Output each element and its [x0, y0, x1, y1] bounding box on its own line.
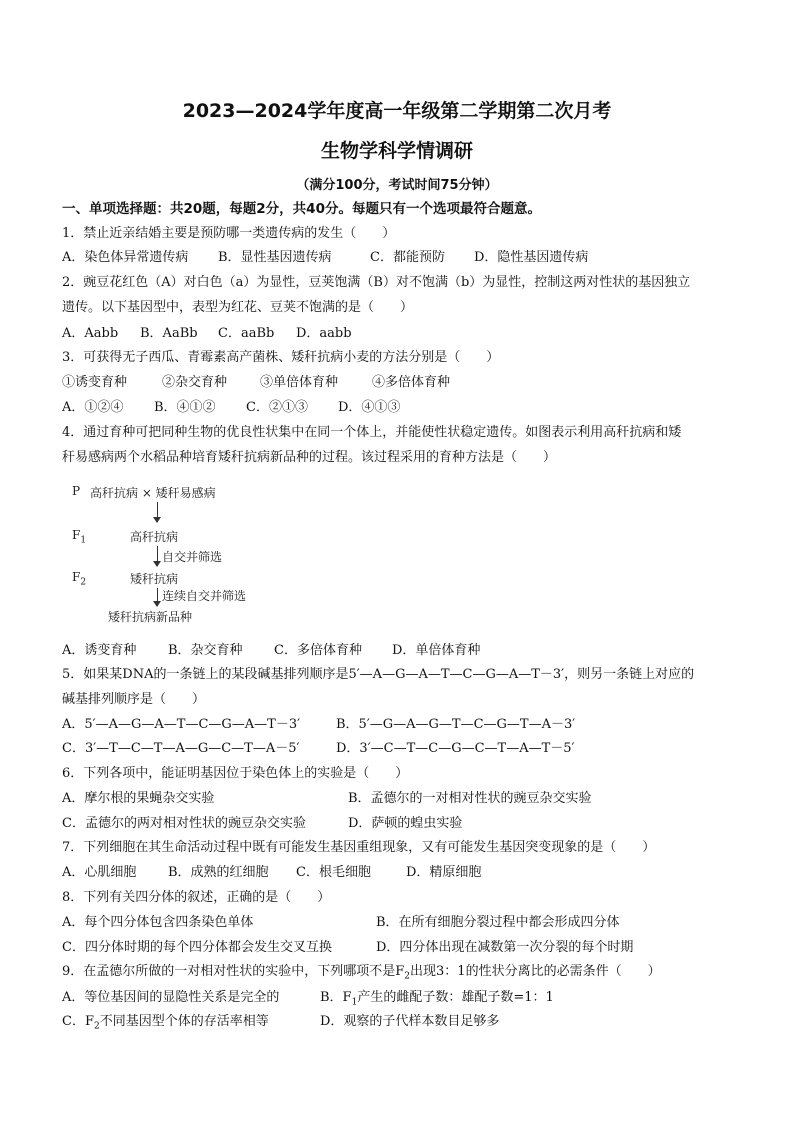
q5-option-b: B．5′—G—A—G—T—C—G—T—A－3′	[336, 717, 576, 732]
q7-option-c: C．根毛细胞	[296, 865, 371, 880]
arrow-down-icon	[157, 502, 158, 522]
q4-option-b: B．杂交育种	[168, 643, 243, 658]
q9-b-subscript: 1	[351, 997, 358, 1008]
q8-option-c: C．四分体时期的每个四分体都会发生交叉互换	[62, 940, 332, 955]
q9-c-subscript: 2	[93, 1021, 100, 1032]
q7-option-a: A．心肌细胞	[62, 865, 137, 880]
q5-stem-line2: 碱基排列顺序是（ ）	[62, 692, 206, 707]
f2-letter: F	[72, 570, 81, 584]
q9-stem-pre: 9．在孟德尔所做的一对相对性状的实验中，下列哪项不是F	[62, 964, 405, 979]
arrow-down-icon	[157, 546, 158, 566]
exam-subtitle: 生物学科学情调研	[320, 140, 473, 162]
arrow-down-icon	[157, 588, 158, 606]
q1-option-a: A．染色体异常遗传病	[62, 250, 189, 265]
q9-stem-subscript: 2	[404, 971, 411, 982]
q9-b-post: 产生的雌配子数：雄配子数=1：1	[357, 990, 554, 1005]
f2-label	[72, 570, 86, 587]
q9-option-b	[320, 990, 554, 1011]
p-label: P	[72, 484, 81, 498]
q1-option-d: D．隐性基因遗传病	[474, 250, 589, 265]
q9-option-d: D．观察的子代样本数目足够多	[320, 1014, 500, 1029]
q1-stem: 1．禁止近亲结婚主要是预防哪一类遗传病的发生（ ）	[62, 226, 396, 241]
f1-subscript: 1	[80, 535, 87, 546]
q6-option-a: A．摩尔根的果蝇杂交实验	[62, 791, 215, 806]
p-cross: 高秆抗病 × 矮秆易感病	[90, 486, 216, 500]
q3-option-b: B．④①②	[154, 400, 216, 415]
step1-text: 自交并筛选	[162, 550, 223, 564]
exam-note: （满分100分，考试时间75分钟）	[296, 178, 498, 193]
exam-title: 2023—2024学年度高一年级第二学期第二次月考	[182, 100, 612, 122]
q8-option-a: A．每个四分体包含四条染色单体	[62, 915, 254, 930]
q3-method-2: ②杂交育种	[162, 375, 228, 390]
section-heading: 一、单项选择题：共20题，每题2分，共40分。每题只有一个选项最符合题意。	[62, 201, 541, 217]
q4-option-a: A．诱变育种	[62, 643, 137, 658]
q4-option-c: C．多倍体育种	[274, 643, 362, 658]
q9-b-pre: B．F	[320, 990, 352, 1005]
q3-stem: 3．可获得无子西瓜、青霉素高产菌株、矮秆抗病小麦的方法分别是（ ）	[62, 350, 500, 365]
q5-option-c: C．3′—T—C—T—A—G—C—T—A－5′	[62, 741, 300, 756]
q2-option-d: D．aabb	[296, 326, 352, 341]
breeding-diagram	[62, 478, 257, 624]
q9-c-post: 不同基因型个体的存活率相等	[99, 1014, 269, 1029]
step2-text: 连续自交并筛选	[162, 589, 247, 603]
q3-method-3: ③单倍体育种	[260, 375, 339, 390]
q6-option-b: B．孟德尔的一对相对性状的豌豆杂交实验	[348, 791, 592, 806]
q8-option-d: D．四分体出现在减数第一次分裂的每个时期	[376, 940, 634, 955]
f1-label	[72, 528, 86, 545]
q3-option-a: A．①②④	[62, 400, 124, 415]
q5-option-a: A．5′—A—G—A—T—C—G—A—T－3′	[62, 717, 301, 732]
q7-option-b: B．成熟的红细胞	[168, 865, 269, 880]
q4-stem-line1: 4．通过育种可把同种生物的优良性状集中在同一个体上，并能使性状稳定遗传。如图表示利用高秆抗病和矮	[62, 425, 682, 440]
q3-method-4: ④多倍体育种	[372, 375, 451, 390]
q9-stem	[62, 964, 661, 985]
q6-stem: 6．下列各项中，能证明基因位于染色体上的实验是（ ）	[62, 766, 409, 781]
f2-text: 矮秆抗病	[130, 572, 179, 586]
q2-option-c: C．aaBb	[218, 326, 275, 341]
q5-option-d: D．3′—C—T—C—G—C—T—A—T－5′	[336, 741, 575, 756]
q7-option-d: D．精原细胞	[406, 865, 482, 880]
q6-option-d: D．萨顿的蝗虫实验	[348, 816, 463, 831]
q5-stem-line1: 5．如果某DNA的一条链上的某段碱基排列顺序是5′—A—G—A—T—C—G—A—T－3′，则另一条链上对应的	[62, 667, 695, 682]
q2-stem-line2: 遗传。以下基因型中，表型为红花、豆荚不饱满的是（ ）	[62, 300, 414, 315]
q2-option-a: A．Aabb	[62, 326, 119, 341]
q7-stem: 7．下列细胞在其生命活动过程中既有可能发生基因重组现象，又有可能发生基因突变现象的是（ ）	[62, 840, 656, 855]
f1-text: 高秆抗病	[130, 530, 179, 544]
f2-subscript: 2	[80, 577, 87, 588]
q9-stem-post: 出现3：1的性状分离比的必需条件（ ）	[410, 964, 661, 979]
q9-option-a: A．等位基因间的显隐性关系是完全的	[62, 990, 280, 1005]
q6-option-c: C．孟德尔的两对相对性状的豌豆杂交实验	[62, 816, 306, 831]
q4-option-d: D．单倍体育种	[392, 643, 481, 658]
q1-option-c: C．都能预防	[370, 250, 445, 265]
q9-option-c	[62, 1014, 269, 1035]
q3-option-d: D．④①③	[338, 400, 401, 415]
q9-c-pre: C．F	[62, 1014, 94, 1029]
q2-stem-line1: 2．豌豆花红色（A）对白色（a）为显性，豆荚饱满（B）对不饱满（b）为显性，控制这两对性状的基因独立	[62, 275, 691, 290]
q8-stem: 8．下列有关四分体的叙述，正确的是（ ）	[62, 890, 331, 905]
q3-option-c: C．②①③	[246, 400, 308, 415]
f1-letter: F	[72, 528, 81, 542]
q1-option-b: B．显性基因遗传病	[218, 250, 332, 265]
q2-option-b: B．AaBb	[140, 326, 198, 341]
result-text: 矮秆抗病新品种	[108, 610, 193, 624]
q8-option-b: B．在所有细胞分裂过程中都会形成四分体	[376, 915, 620, 930]
q3-method-1: ①诱变育种	[62, 375, 128, 390]
q4-stem-line2: 秆易感病两个水稻品种培育矮秆抗病新品种的过程。该过程采用的育种方法是（ ）	[62, 450, 557, 465]
